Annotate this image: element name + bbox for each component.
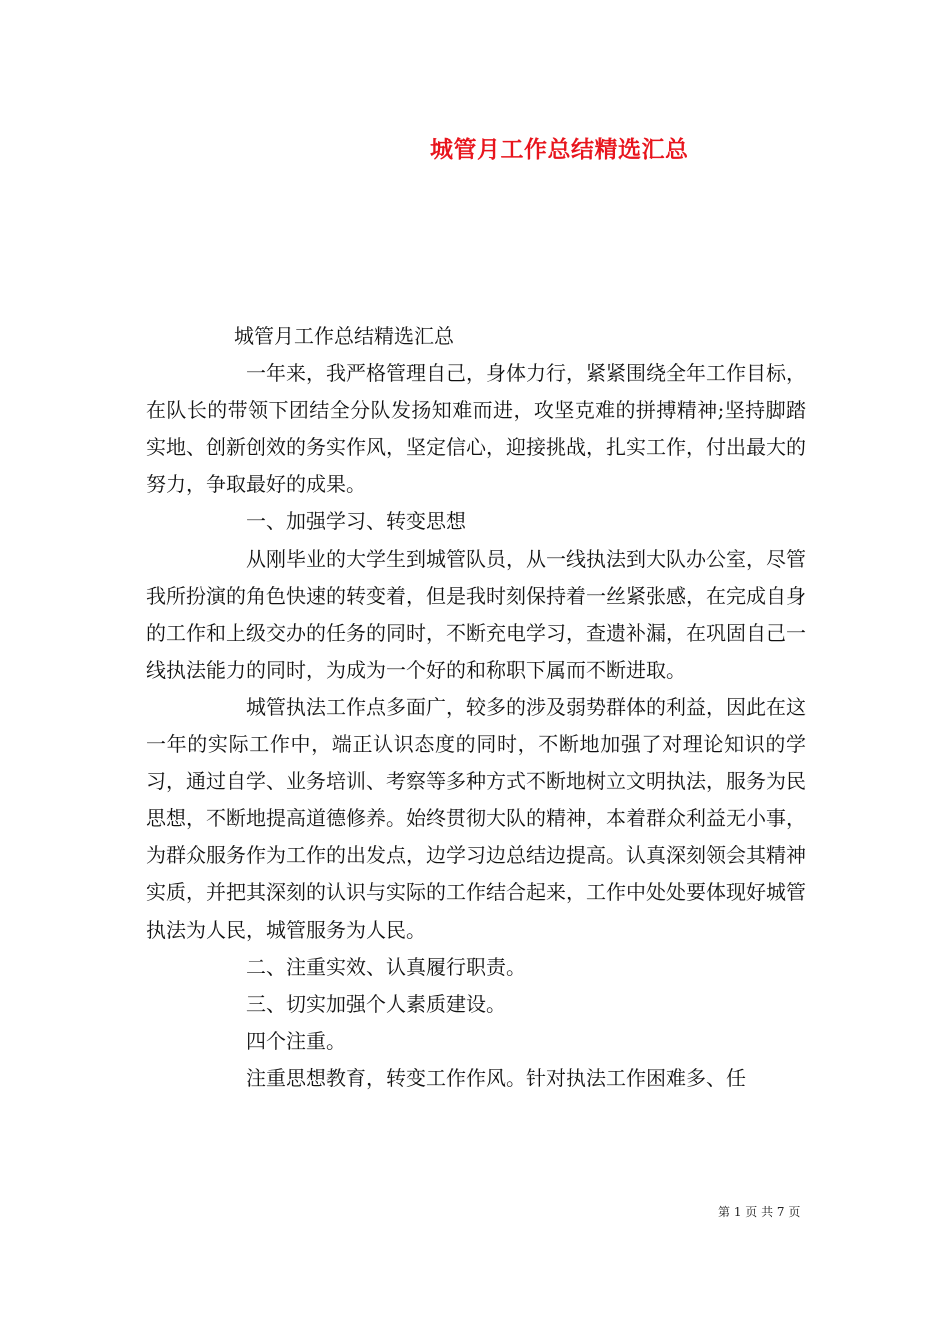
page-number: 第 1 页 共 7 页 [718,1205,801,1219]
paragraph-study-2: 城管执法工作点多面广，较多的涉及弱势群体的利益，因此在这一年的实际工作中，端正认识态度的同时，不断地加强了对理论知识的学习，通过自学、业务培训、考察等多种方式不断地树立文明执法，服务为民思想，不断地提高道德修养。始终贯彻大队的精神，本着群众利益无小事，为群众服务作为工作的出发点，边学习边总结边提高。认真深刻领会其精神实质，并把其深刻的认识与实际的工作结合起来，工作中处处要体现好城管执法为人民，城管服务为人民。 [146,694,806,942]
section-heading-4: 四个注重。 [246,1028,346,1053]
paragraph-intro: 一年来，我严格管理自己，身体力行，紧紧围绕全年工作目标，在队长的带领下团结全分队发扬知难而进，攻坚克难的拼搏精神;坚持脚踏实地、创新创效的务实作风，坚定信心，迎接挑战，扎实工作，付出最大的努力，争取最好的成果。 [146,361,806,497]
document-title: 城管月工作总结精选汇总 [430,136,689,163]
section-heading-2: 二、注重实效、认真履行职责。 [246,954,526,979]
document-subtitle: 城管月工作总结精选汇总 [234,324,454,348]
paragraph-education: 注重思想教育，转变工作作风。针对执法工作困难多、任 [246,1065,746,1090]
document-body [146,318,806,1097]
section-heading-3: 三、切实加强个人素质建设。 [246,991,506,1016]
section-heading-1: 一、加强学习、转变思想 [246,509,466,534]
paragraph-study-1: 从刚毕业的大学生到城管队员，从一线执法到大队办公室，尽管我所扮演的角色快速的转变着，但是我时刻保持着一丝紧张感，在完成自身的工作和上级交办的任务的同时，不断充电学习，查遗补漏，在巩固自己一线执法能力的同时，为成为一个好的和称职下属而不断进取。 [146,546,806,682]
